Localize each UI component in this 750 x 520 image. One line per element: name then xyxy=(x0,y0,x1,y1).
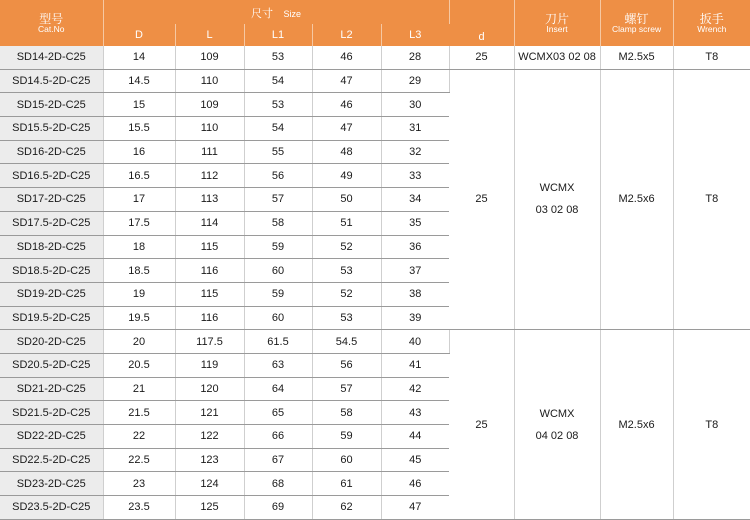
cell-cat: SD14.5-2D-C25 xyxy=(0,69,103,93)
cell-l: 114 xyxy=(175,211,244,235)
header-d xyxy=(449,0,514,46)
cell-l3: 32 xyxy=(381,140,449,164)
cell-l3: 44 xyxy=(381,425,449,449)
cell-d: 16.5 xyxy=(103,164,175,188)
cell-d: 18.5 xyxy=(103,259,175,283)
cell-d: 22.5 xyxy=(103,448,175,472)
insert-code-line1: WCMX03 02 08 xyxy=(518,51,596,64)
cell-d: 22 xyxy=(103,425,175,449)
header-L3 xyxy=(381,24,449,46)
cell-l1: 60 xyxy=(244,259,312,283)
cell-l2: 47 xyxy=(312,117,381,141)
cell-cat: SD18.5-2D-C25 xyxy=(0,259,103,283)
cell-l: 111 xyxy=(175,140,244,164)
header-L1-label: L1 xyxy=(271,29,285,41)
cell-l1: 64 xyxy=(244,377,312,401)
cell-d: 23 xyxy=(103,472,175,496)
cell-d: 20 xyxy=(103,330,175,354)
cell-insert xyxy=(514,330,600,520)
cell-cat: SD20.5-2D-C25 xyxy=(0,353,103,377)
header-wrench-en: Wrench xyxy=(697,23,727,34)
cell-l: 116 xyxy=(175,306,244,330)
cell-cat: SD21.5-2D-C25 xyxy=(0,401,103,425)
cell-cat: SD15.5-2D-C25 xyxy=(0,117,103,141)
cell-d: 21.5 xyxy=(103,401,175,425)
insert-code-line2: 03 02 08 xyxy=(535,204,579,217)
header-screw-en: Clamp screw xyxy=(611,23,662,34)
cell-insert xyxy=(514,46,600,69)
cell-d: 15.5 xyxy=(103,117,175,141)
cell-l2: 49 xyxy=(312,164,381,188)
header-insert-zh: 刀片 xyxy=(545,11,570,26)
insert-code-line1: WCMX xyxy=(539,407,575,420)
cell-cat: SD23.5-2D-C25 xyxy=(0,496,103,520)
cell-l3: 31 xyxy=(381,117,449,141)
cell-cat: SD23-2D-C25 xyxy=(0,472,103,496)
cell-l1: 56 xyxy=(244,164,312,188)
cell-l: 110 xyxy=(175,117,244,141)
cell-l3: 29 xyxy=(381,69,449,93)
cell-l2: 53 xyxy=(312,259,381,283)
cell-l3: 47 xyxy=(381,496,449,520)
cell-l: 122 xyxy=(175,425,244,449)
cell-l2: 46 xyxy=(312,46,381,69)
cell-cat: SD21-2D-C25 xyxy=(0,377,103,401)
cell-l1: 58 xyxy=(244,211,312,235)
cell-l2: 57 xyxy=(312,377,381,401)
cell-l2: 62 xyxy=(312,496,381,520)
cell-l2: 60 xyxy=(312,448,381,472)
cell-cat: SD18-2D-C25 xyxy=(0,235,103,259)
cell-cat: SD20-2D-C25 xyxy=(0,330,103,354)
cell-d: 18 xyxy=(103,235,175,259)
cell-l1: 53 xyxy=(244,46,312,69)
cell-l3: 43 xyxy=(381,401,449,425)
cell-cat: SD16-2D-C25 xyxy=(0,140,103,164)
cell-d: 25 xyxy=(449,69,514,330)
cell-l3: 40 xyxy=(381,330,449,354)
cell-l1: 59 xyxy=(244,235,312,259)
cell-l: 117.5 xyxy=(175,330,244,354)
cell-l2: 52 xyxy=(312,235,381,259)
cell-cat: SD22.5-2D-C25 xyxy=(0,448,103,472)
cell-clamp-screw: M2.5x5 xyxy=(600,46,673,69)
header-L3-label: L3 xyxy=(409,29,422,41)
insert-code-line1: WCMX xyxy=(539,182,575,195)
cell-l: 110 xyxy=(175,69,244,93)
cell-clamp-screw: M2.5x6 xyxy=(600,69,673,330)
cell-l3: 36 xyxy=(381,235,449,259)
cell-l: 123 xyxy=(175,448,244,472)
cell-l2: 52 xyxy=(312,282,381,306)
cell-l3: 28 xyxy=(381,46,449,69)
cell-l2: 61 xyxy=(312,472,381,496)
cell-l1: 57 xyxy=(244,188,312,212)
cell-l1: 68 xyxy=(244,472,312,496)
cell-l2: 46 xyxy=(312,93,381,117)
cell-l: 121 xyxy=(175,401,244,425)
cell-l1: 61.5 xyxy=(244,330,312,354)
cell-l1: 63 xyxy=(244,353,312,377)
cell-l2: 47 xyxy=(312,69,381,93)
cell-l2: 53 xyxy=(312,306,381,330)
cell-l3: 39 xyxy=(381,306,449,330)
header-size-zh: 尺寸 xyxy=(251,8,274,20)
cell-cat: SD14-2D-C25 xyxy=(0,46,103,69)
cell-l: 115 xyxy=(175,282,244,306)
cell-wrench: T8 xyxy=(673,69,750,330)
cell-cat: SD16.5-2D-C25 xyxy=(0,164,103,188)
cell-l3: 38 xyxy=(381,282,449,306)
header-D-label: D xyxy=(135,29,143,41)
header-size-en: Size xyxy=(283,9,301,19)
cell-l2: 51 xyxy=(312,211,381,235)
header-L2 xyxy=(312,24,381,46)
header-L-label: L xyxy=(206,29,213,41)
header-screw-zh: 螺钉 xyxy=(624,11,649,26)
header-D xyxy=(103,24,175,46)
cell-l3: 45 xyxy=(381,448,449,472)
cell-d: 16 xyxy=(103,140,175,164)
cell-l1: 69 xyxy=(244,496,312,520)
cell-cat: SD19.5-2D-C25 xyxy=(0,306,103,330)
cell-d: 17 xyxy=(103,188,175,212)
table-row xyxy=(0,330,750,354)
cell-l2: 54.5 xyxy=(312,330,381,354)
header-row-top xyxy=(0,0,750,24)
cell-wrench: T8 xyxy=(673,46,750,69)
cell-l1: 66 xyxy=(244,425,312,449)
header-insert-en: Insert xyxy=(546,23,568,34)
cell-l1: 53 xyxy=(244,93,312,117)
cell-cat: SD17-2D-C25 xyxy=(0,188,103,212)
cell-l1: 67 xyxy=(244,448,312,472)
cell-l: 109 xyxy=(175,93,244,117)
cell-l2: 50 xyxy=(312,188,381,212)
header-L2-label: L2 xyxy=(340,29,353,41)
cell-l2: 56 xyxy=(312,353,381,377)
cell-l1: 60 xyxy=(244,306,312,330)
cell-clamp-screw: M2.5x6 xyxy=(600,330,673,520)
cell-insert xyxy=(514,69,600,330)
header-d-label: d xyxy=(478,31,485,43)
cell-d: 25 xyxy=(449,330,514,520)
cell-d: 19 xyxy=(103,282,175,306)
cell-d: 20.5 xyxy=(103,353,175,377)
cell-l3: 41 xyxy=(381,353,449,377)
cell-l: 124 xyxy=(175,472,244,496)
cell-l1: 54 xyxy=(244,69,312,93)
cell-l3: 42 xyxy=(381,377,449,401)
header-size xyxy=(103,0,449,24)
cell-d: 17.5 xyxy=(103,211,175,235)
header-cat-no xyxy=(0,0,103,46)
cell-d: 14 xyxy=(103,46,175,69)
header-wrench-zh: 扳手 xyxy=(699,11,724,26)
cell-d: 21 xyxy=(103,377,175,401)
cell-d: 23.5 xyxy=(103,496,175,520)
cell-l3: 46 xyxy=(381,472,449,496)
cell-l: 125 xyxy=(175,496,244,520)
header-L xyxy=(175,24,244,46)
cell-l2: 48 xyxy=(312,140,381,164)
cell-l: 109 xyxy=(175,46,244,69)
header-wrench xyxy=(673,0,750,46)
cell-l3: 33 xyxy=(381,164,449,188)
cell-d: 25 xyxy=(449,46,514,69)
cell-l: 120 xyxy=(175,377,244,401)
table-row xyxy=(0,46,750,69)
header-cat-en: Cat.No xyxy=(38,23,65,34)
cell-d: 19.5 xyxy=(103,306,175,330)
cell-l: 115 xyxy=(175,235,244,259)
cell-d: 14.5 xyxy=(103,69,175,93)
cell-wrench: T8 xyxy=(673,330,750,520)
cell-l2: 59 xyxy=(312,425,381,449)
cell-l1: 65 xyxy=(244,401,312,425)
cell-l3: 35 xyxy=(381,211,449,235)
cell-l: 116 xyxy=(175,259,244,283)
cell-cat: SD22-2D-C25 xyxy=(0,425,103,449)
cell-l: 119 xyxy=(175,353,244,377)
cell-l3: 34 xyxy=(381,188,449,212)
cell-cat: SD19-2D-C25 xyxy=(0,282,103,306)
header-L1 xyxy=(244,24,312,46)
cell-d: 15 xyxy=(103,93,175,117)
spec-table-body xyxy=(0,46,750,519)
cell-l1: 59 xyxy=(244,282,312,306)
cell-l: 113 xyxy=(175,188,244,212)
insert-code-line2: 04 02 08 xyxy=(535,429,579,442)
header-insert xyxy=(514,0,600,46)
cell-l: 112 xyxy=(175,164,244,188)
cell-l2: 58 xyxy=(312,401,381,425)
table-row xyxy=(0,69,750,93)
cell-l3: 37 xyxy=(381,259,449,283)
cell-l3: 30 xyxy=(381,93,449,117)
cell-l1: 55 xyxy=(244,140,312,164)
header-clamp-screw xyxy=(600,0,673,46)
cell-cat: SD17.5-2D-C25 xyxy=(0,211,103,235)
cell-l1: 54 xyxy=(244,117,312,141)
header-cat-zh: 型号 xyxy=(39,11,64,26)
cell-cat: SD15-2D-C25 xyxy=(0,93,103,117)
